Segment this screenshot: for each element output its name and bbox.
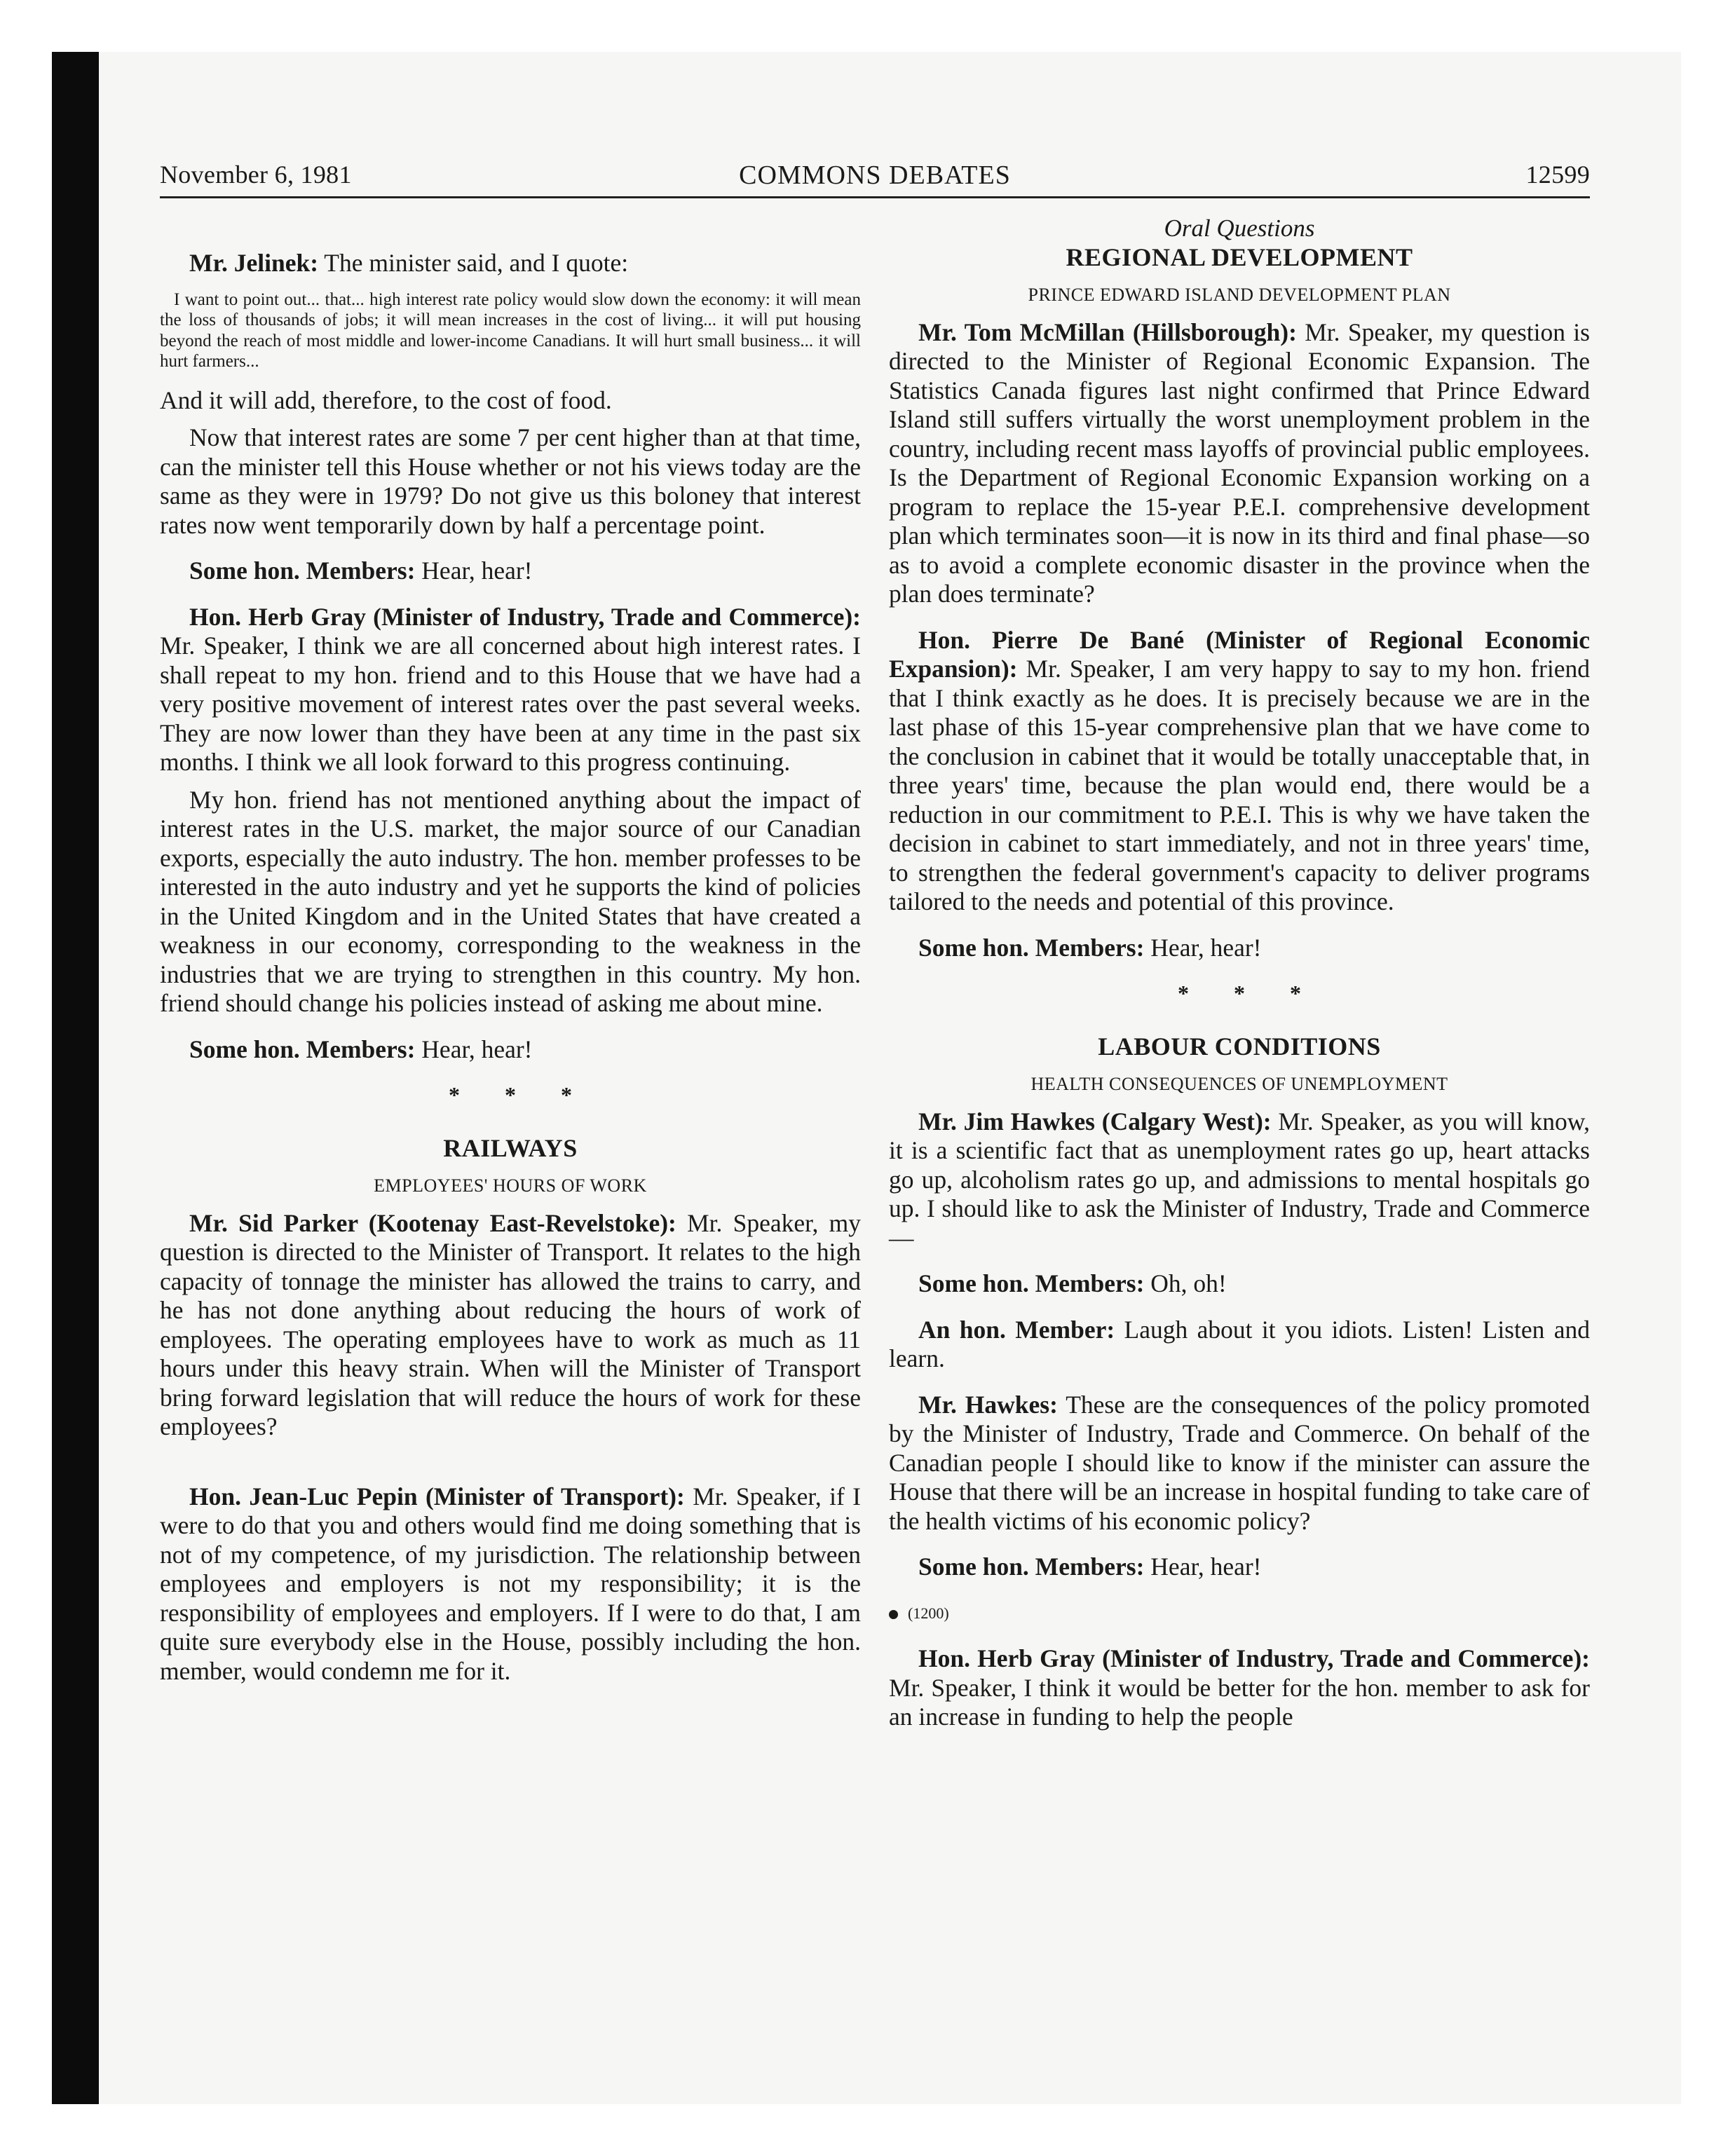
speaker-name: Mr. Jim Hawkes (Calgary West): xyxy=(918,1107,1272,1135)
left-column xyxy=(160,249,861,1686)
header-date: November 6, 1981 xyxy=(160,161,352,189)
paragraph xyxy=(160,1209,861,1442)
section-subheading: PRINCE EDWARD ISLAND DEVELOPMENT PLAN xyxy=(1028,285,1451,305)
speaker-name: Hon. Pierre De Bané (Minister of Regional Economic Expansion): xyxy=(889,625,1590,683)
paragraph xyxy=(160,603,861,777)
speaker-name: Mr. Hawkes: xyxy=(918,1390,1058,1419)
speaker-name: Some hon. Members: xyxy=(918,1553,1145,1581)
page-header xyxy=(160,160,1590,196)
speech-text: Mr. Speaker, I am very happy to say to my hon. friend that I think exactly as he does. It is precisely because we are in the last phase of this 15-year comprehensive plan that we have come to the conclusion in cabinet that it would be totally unacceptable that, in three years' time, because the plan would end, there would be a reduction in our commitment to P.E.I. This is why we have taken the decision in cabinet to start immediately, and not in three years' time, to strengthen the federal government's capacity to deliver programs tailored to the needs and potential of this province. xyxy=(889,655,1590,915)
speech-text: Mr. Speaker, I think it would be better for the hon. member to ask for an increase in funding to help the people xyxy=(889,1673,1590,1731)
paragraph xyxy=(889,1107,1590,1253)
paragraph xyxy=(160,1035,861,1065)
speaker-name: Mr. Sid Parker (Kootenay East-Revelstoke): xyxy=(189,1208,676,1237)
speech-text: Hear, hear! xyxy=(1144,933,1262,962)
speaker-name: Some hon. Members: xyxy=(189,557,416,585)
paragraph xyxy=(160,249,861,278)
scan-edge-shadow xyxy=(52,52,99,2104)
paragraph xyxy=(889,1316,1590,1374)
speech-text: Mr. Speaker, if I were to do that you and others would find me doing something that is not of my competence, of my jurisdiction. The relationship between employees and employers is not my responsibility; it is the responsibility of employees and employers. If I were to do that, I am quite sure everybody else in the House, possibly including the hon. member, would condemn me for it. xyxy=(160,1482,861,1685)
speech-text: Mr. Speaker, my question is directed to the Minister of Regional Economic Expansion. The Statistics Canada figures last night confirmed that Prince Edward Island still suffers virtually the worst unemployment problem in the country, including recent mass layoffs of provincial public employees. Is the Department of Regional Economic Expansion working on a program to replace the 15-year P.E.I. comprehensive development plan which terminates soon—it is now in its third and final phase—so as to avoid a complete economic disaster in the province when the plan does terminate? xyxy=(889,318,1590,608)
speech-text: Mr. Speaker, I think we are all concerned about high interest rates. I shall repeat to my hon. friend and to this House that we have had a very positive movement of interest rates over the past several weeks. They are now lower than they have been at any time in the past six months. I think we all look forward to this progress continuing. xyxy=(160,632,861,776)
speaker-name: Some hon. Members: xyxy=(918,933,1145,962)
speaker-name: Hon. Herb Gray (Minister of Industry, Trade and Commerce): xyxy=(918,1644,1590,1672)
speaker-name: Some hon. Members: xyxy=(189,1035,416,1063)
time-marker-text: (1200) xyxy=(908,1604,949,1622)
right-column xyxy=(889,214,1590,1732)
paragraph xyxy=(889,318,1590,609)
header-rule xyxy=(160,196,1590,198)
block-quote: I want to point out... that... high interest rate policy would slow down the economy: it will mean the loss of thousands of jobs; it will mean increases in the cost of living... it will put housing beyond the reach of most middle and lower-income Canadians. It will hurt small business... it will hurt farmers... xyxy=(160,289,861,371)
paragraph: My hon. friend has not mentioned anything about the impact of interest rates in the U.S. market, the major source of our Canadian exports, especially the auto industry. The hon. member professes to be interested in the auto industry and yet he supports the kind of policies in the United Kingdom and in the United States that have created a weakness in our economy, corresponding to the weakness in the industries that we are trying to strengthen in this country. My hon. friend should change his policies instead of asking me about mine. xyxy=(160,785,861,1017)
section-heading: REGIONAL DEVELOPMENT xyxy=(1066,243,1413,271)
section-separator: * * * xyxy=(1178,981,1321,1006)
paragraph: And it will add, therefore, to the cost of food. xyxy=(160,386,612,414)
bullet-dot-icon xyxy=(889,1610,898,1619)
running-section-title: Oral Questions xyxy=(1164,214,1315,242)
paragraph xyxy=(889,1391,1590,1536)
speech-text: Laugh about it you idiots. Listen! Listen and learn. xyxy=(889,1315,1590,1372)
speech-text: Hear, hear! xyxy=(1144,1553,1262,1581)
speaker-name: Hon. Jean-Luc Pepin (Minister of Transport): xyxy=(189,1482,685,1510)
speech-text: Oh, oh! xyxy=(1144,1269,1227,1297)
section-heading: LABOUR CONDITIONS xyxy=(1098,1032,1381,1060)
speech-text: These are the consequences of the policy promoted by the Minister of Industry, Trade and Commerce. On behalf of the Canadian people I should like to know if the minister can assure the House that there will be an increase in hospital funding to take care of the health victims of his economic policy? xyxy=(889,1390,1590,1535)
paragraph: Now that interest rates are some 7 per cent higher than at that time, can the minister tell this House whether or not his views today are the same as they were in 1979? Do not give us this boloney that interest rates now went temporarily down by half a percentage point. xyxy=(160,423,861,539)
speech-text: The minister said, and I quote: xyxy=(318,249,629,277)
page xyxy=(160,0,1590,2156)
speech-text: Mr. Speaker, my question is directed to the Minister of Transport. It relates to the high capacity of tonnage the minister has allowed the trains to carry, and he has not done anything about reducing the hours of work of employees. The operating employees have to work as much as 11 hours under this heavy strain. When will the Minister of Transport bring forward legislation that will reduce the hours of work for these employees? xyxy=(160,1208,861,1440)
section-subheading: EMPLOYEES' HOURS OF WORK xyxy=(374,1175,647,1196)
speech-text: Hear, hear! xyxy=(415,1035,533,1063)
speaker-name: An hon. Member: xyxy=(918,1315,1115,1344)
time-marker xyxy=(889,1599,1590,1628)
paragraph xyxy=(889,1553,1590,1582)
section-subheading: HEALTH CONSEQUENCES OF UNEMPLOYMENT xyxy=(1030,1074,1448,1094)
paragraph xyxy=(160,557,861,586)
speaker-name: Hon. Herb Gray (Minister of Industry, Trade and Commerce): xyxy=(189,602,861,631)
section-separator: * * * xyxy=(449,1082,592,1107)
paragraph xyxy=(160,1482,861,1686)
section-heading: RAILWAYS xyxy=(443,1133,578,1162)
paragraph xyxy=(889,626,1590,917)
speaker-name: Some hon. Members: xyxy=(918,1269,1145,1297)
speech-text: Mr. Speaker, as you will know, it is a scientific fact that as unemployment rates go up, heart attacks go up, alcoholism rates go up, and admissions to mental hospitals go up. I should like to ask the Minister of Industry, Trade and Commerce— xyxy=(889,1107,1590,1252)
speech-text: Hear, hear! xyxy=(415,557,533,585)
speaker-name: Mr. Tom McMillan (Hillsborough): xyxy=(918,318,1297,346)
speaker-name: Mr. Jelinek: xyxy=(189,249,319,277)
header-title: COMMONS DEBATES xyxy=(739,161,1011,190)
paragraph xyxy=(889,934,1590,963)
paragraph xyxy=(889,1269,1590,1299)
header-page-number: 12599 xyxy=(1525,161,1590,189)
paragraph xyxy=(889,1644,1590,1732)
